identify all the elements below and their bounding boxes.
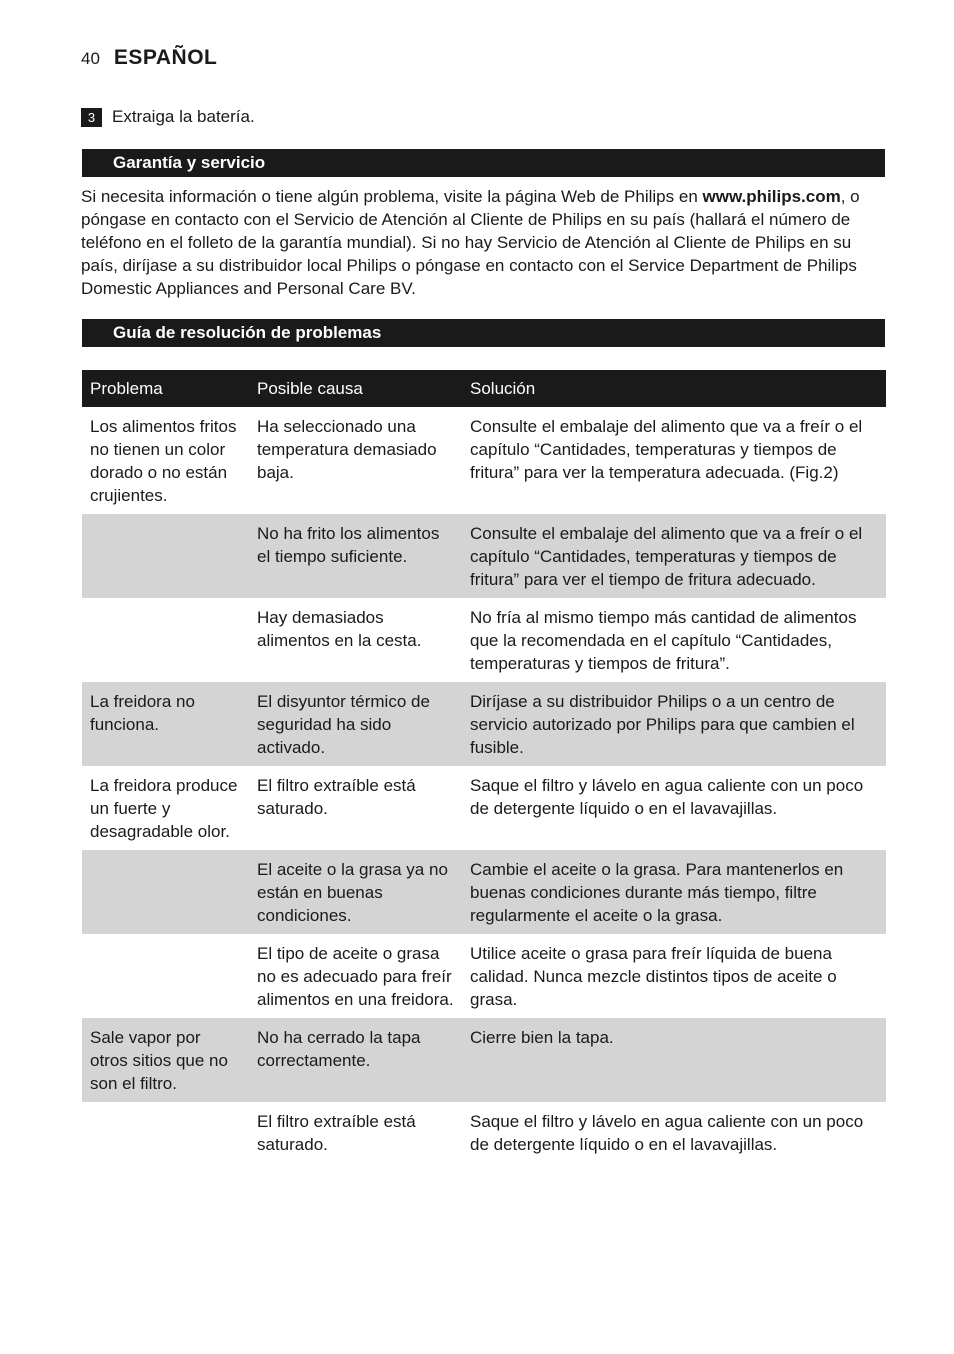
solution-cell: Cierre bien la tapa.: [462, 1018, 886, 1102]
table-row: [82, 514, 886, 598]
cause-cell: Ha seleccionado una temperatura demasiado baja.: [257, 417, 437, 482]
problem-cell: La freidora no funciona.: [82, 682, 249, 766]
solution-cell: Utilice aceite o grasa para freír líquida de buena calidad. Nunca mezcle distintos tipos de aceite o grasa.: [470, 944, 837, 1009]
solution-cell: Consulte el embalaje del alimento que va a freír o el capítulo “Cantidades, temperaturas y tiempos de fritura” para ver el tiempo de fritura adecuado.: [462, 514, 886, 598]
problem-cell: Sale vapor por otros sitios que no son el filtro.: [82, 1018, 249, 1102]
warranty-text-after: , o póngase en contacto con el Servicio de Atención al Cliente de Philips en su país (hallará el número de teléfono en el folleto de la garantía mundial). Si no hay Servicio de Atención al Cliente de Philips en su país, diríjase a su distribuidor local Philips o póngase en contacto con el Service Department de Philips Domestic Appliances and Personal Care BV.: [81, 187, 860, 298]
step-text: Extraiga la batería.: [112, 107, 255, 126]
cause-cell: El filtro extraíble está saturado.: [257, 776, 416, 818]
problem-cell: [82, 934, 249, 1018]
solution-cell: Consulte el embalaje del alimento que va a freír o el capítulo “Cantidades, temperaturas y tiempos de fritura” para ver la temperatura adecuada. (Fig.2): [470, 417, 863, 482]
problem-cell: [82, 850, 249, 934]
cause-cell: El disyuntor térmico de seguridad ha sido activado.: [249, 682, 462, 766]
column-header-problem: Problema: [82, 370, 249, 407]
cause-cell: El tipo de aceite o grasa no es adecuado para freír alimentos en una freidora.: [257, 944, 454, 1009]
cause-cell: Hay demasiados alimentos en la cesta.: [257, 608, 422, 650]
table-row: [82, 407, 886, 514]
page-number: 40: [81, 49, 100, 68]
solution-cell: No fría al mismo tiempo más cantidad de alimentos que la recomendada en el capítulo “Cantidades, temperaturas y tiempos de fritura”.: [470, 608, 857, 673]
table-header-row: [82, 370, 886, 407]
solution-cell: Saque el filtro y lávelo en agua caliente con un poco de detergente líquido o en el lavavajillas.: [470, 776, 864, 818]
philips-website-link[interactable]: www.philips.com: [702, 187, 841, 206]
table-row: [82, 1018, 886, 1102]
table-row: [82, 598, 886, 682]
table-row: [82, 850, 886, 934]
table-row: [82, 1102, 886, 1163]
cause-cell: El filtro extraíble está saturado.: [257, 1112, 416, 1154]
cause-cell: El aceite o la grasa ya no están en buenas condiciones.: [249, 850, 462, 934]
problem-cell: Los alimentos fritos no tienen un color dorado o no están crujientes.: [90, 417, 237, 505]
troubleshooting-table: [82, 370, 886, 1163]
cause-cell: No ha frito los alimentos el tiempo suficiente.: [249, 514, 462, 598]
language-heading: ESPAÑOL: [113, 46, 218, 69]
solution-cell: Cambie el aceite o la grasa. Para mantenerlos en buenas condiciones durante más tiempo, filtre regularmente el aceite o la grasa.: [462, 850, 886, 934]
problem-cell: [82, 514, 249, 598]
problem-cell: [82, 1102, 249, 1163]
warranty-section-heading: Garantía y servicio: [82, 149, 885, 177]
table-row: [82, 766, 886, 850]
step-item: [81, 107, 255, 127]
warranty-paragraph: [81, 185, 891, 300]
troubleshooting-section-heading: Guía de resolución de problemas: [82, 319, 885, 347]
solution-cell: Diríjase a su distribuidor Philips o a un centro de servicio autorizado por Philips para que cambien el fusible.: [462, 682, 886, 766]
cause-cell: No ha cerrado la tapa correctamente.: [249, 1018, 462, 1102]
solution-cell: Saque el filtro y lávelo en agua caliente con un poco de detergente líquido o en el lavavajillas.: [470, 1112, 864, 1154]
problem-cell: [82, 598, 249, 682]
warranty-text-before: Si necesita información o tiene algún problema, visite la página Web de Philips en: [81, 187, 703, 206]
column-header-solution: Solución: [462, 370, 886, 407]
problem-cell: La freidora produce un fuerte y desagradable olor.: [90, 776, 238, 841]
table-row: [82, 682, 886, 766]
page-header: [81, 46, 217, 70]
column-header-cause: Posible causa: [249, 370, 462, 407]
table-row: [82, 934, 886, 1018]
step-number: 3: [81, 108, 102, 127]
